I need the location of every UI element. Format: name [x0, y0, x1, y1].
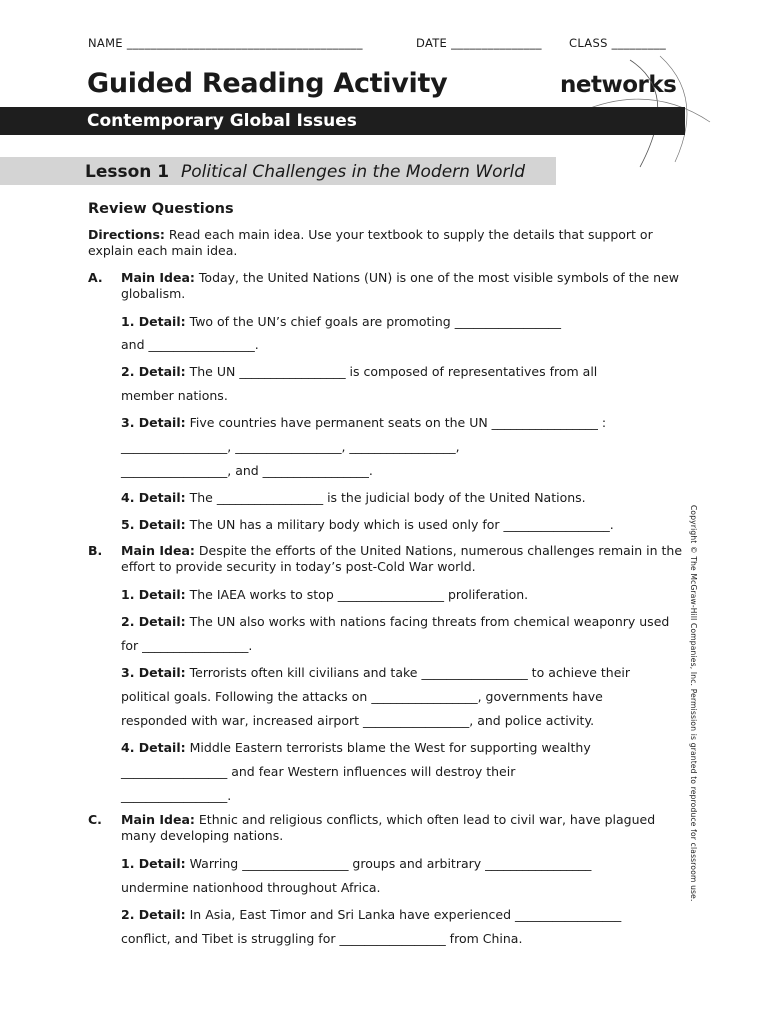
detail-text: conflict, and Tibet is struggling for _________________ from China.: [121, 931, 523, 946]
detail-text: and _________________.: [121, 337, 259, 352]
chapter-title-bar: [0, 107, 685, 135]
detail-text: for _________________.: [121, 638, 253, 653]
date-blank[interactable]: _______________: [451, 36, 542, 50]
section-c-detail-line[interactable]: [121, 931, 522, 946]
main-idea-label: Main Idea:: [121, 812, 195, 827]
main-idea-label: Main Idea:: [121, 543, 195, 558]
detail-text: Five countries have permanent seats on the UN _________________ :: [189, 415, 607, 430]
section-a-detail-line[interactable]: [121, 517, 614, 532]
detail-text: member nations.: [121, 388, 228, 403]
detail-text: In Asia, East Timor and Sri Lanka have experienced _________________: [189, 907, 622, 922]
section-b-main-idea: [121, 543, 686, 575]
detail-label: 3. Detail:: [121, 665, 186, 680]
detail-text: _________________, _________________, _________________,: [121, 439, 460, 454]
section-c-letter: C.: [88, 812, 102, 827]
section-b-detail-line[interactable]: [121, 638, 252, 653]
section-a-detail-line[interactable]: [121, 337, 259, 352]
section-b-detail-line: [121, 614, 669, 629]
chapter-title: Contemporary Global Issues: [87, 111, 357, 131]
directions: [88, 227, 688, 259]
detail-text: The UN has a military body which is used only for _________________.: [189, 517, 614, 532]
detail-label: 1. Detail:: [121, 587, 186, 602]
section-b-detail-line[interactable]: [121, 764, 515, 779]
detail-text: The IAEA works to stop _________________ proliferation.: [189, 587, 529, 602]
detail-text: responded with war, increased airport _________________, and police activity.: [121, 713, 595, 728]
section-c-main-idea: [121, 812, 686, 844]
detail-text: The UN also works with nations facing threats from chemical weaponry used: [189, 614, 670, 629]
class-field-row: [569, 36, 666, 50]
networks-logo: networks: [560, 72, 677, 98]
section-b-detail-line: [121, 740, 591, 755]
section-a-detail-line[interactable]: [121, 463, 373, 478]
section-a-detail-line[interactable]: [121, 364, 597, 379]
section-b-detail-line[interactable]: [121, 713, 594, 728]
page-title: Guided Reading Activity: [87, 68, 448, 99]
detail-text: The UN _________________ is composed of representatives from all: [189, 364, 598, 379]
section-a-detail-line[interactable]: [121, 415, 606, 430]
detail-label: 2. Detail:: [121, 907, 186, 922]
detail-text: _________________, and _________________.: [121, 463, 373, 478]
name-blank[interactable]: _______________________________________: [126, 36, 363, 50]
lesson-bar: [0, 157, 556, 185]
section-b-detail-line[interactable]: [121, 788, 231, 803]
detail-label: 4. Detail:: [121, 490, 186, 505]
class-label: CLASS: [569, 36, 608, 50]
section-a-detail-line[interactable]: [121, 439, 460, 454]
detail-label: 1. Detail:: [121, 314, 186, 329]
section-b-letter: B.: [88, 543, 103, 558]
detail-label: 3. Detail:: [121, 415, 186, 430]
detail-text: Two of the UN’s chief goals are promoting _________________: [189, 314, 561, 329]
detail-label: 4. Detail:: [121, 740, 186, 755]
detail-label: 1. Detail:: [121, 856, 186, 871]
name-field-row: [88, 36, 363, 50]
review-heading: Review Questions: [88, 201, 234, 217]
main-idea-text: Ethnic and religious conflicts, which often lead to civil war, have plagued many developing nations.: [121, 812, 656, 843]
main-idea-label: Main Idea:: [121, 270, 195, 285]
main-idea-text: Despite the efforts of the United Nations, numerous challenges remain in the effort to provide security in today’s post-Cold War world.: [121, 543, 683, 574]
class-blank[interactable]: _________: [611, 36, 667, 50]
section-a-detail-line: [121, 388, 228, 403]
section-a-detail-line[interactable]: [121, 490, 586, 505]
detail-text: Warring _________________ groups and arbitrary _________________: [189, 856, 592, 871]
main-idea-text: Today, the United Nations (UN) is one of the most visible symbols of the new globalism.: [121, 270, 680, 301]
section-a-letter: A.: [88, 270, 103, 285]
directions-text: Read each main idea. Use your textbook to supply the details that support or explain each main idea.: [88, 227, 653, 258]
lesson-title: Political Challenges in the Modern World: [181, 162, 526, 182]
section-a-main-idea: [121, 270, 686, 302]
detail-label: 2. Detail:: [121, 364, 186, 379]
detail-text: Terrorists often kill civilians and take _________________ to achieve their: [189, 665, 631, 680]
detail-text: political goals. Following the attacks on _________________, governments have: [121, 689, 603, 704]
detail-text: _________________.: [121, 788, 232, 803]
section-c-detail-line[interactable]: [121, 856, 591, 871]
section-b-detail-line[interactable]: [121, 689, 603, 704]
name-label: NAME: [88, 36, 123, 50]
section-a-detail-line[interactable]: [121, 314, 561, 329]
detail-label: 2. Detail:: [121, 614, 186, 629]
section-c-detail-line: [121, 880, 380, 895]
detail-label: 5. Detail:: [121, 517, 186, 532]
date-field-row: [416, 36, 542, 50]
copyright-notice: Copyright © The McGraw-Hill Companies, Inc. Permission is granted to reproduce for classroom use.: [689, 505, 698, 902]
detail-text: _________________ and fear Western influences will destroy their: [121, 764, 516, 779]
date-label: DATE: [416, 36, 448, 50]
detail-text: Middle Eastern terrorists blame the West for supporting wealthy: [189, 740, 591, 755]
section-b-detail-line[interactable]: [121, 587, 528, 602]
directions-label: Directions:: [88, 227, 165, 242]
detail-text: The _________________ is the judicial body of the United Nations.: [189, 490, 586, 505]
section-c-detail-line[interactable]: [121, 907, 621, 922]
section-b-detail-line[interactable]: [121, 665, 630, 680]
detail-text: undermine nationhood throughout Africa.: [121, 880, 381, 895]
lesson-label: Lesson 1: [85, 162, 170, 182]
